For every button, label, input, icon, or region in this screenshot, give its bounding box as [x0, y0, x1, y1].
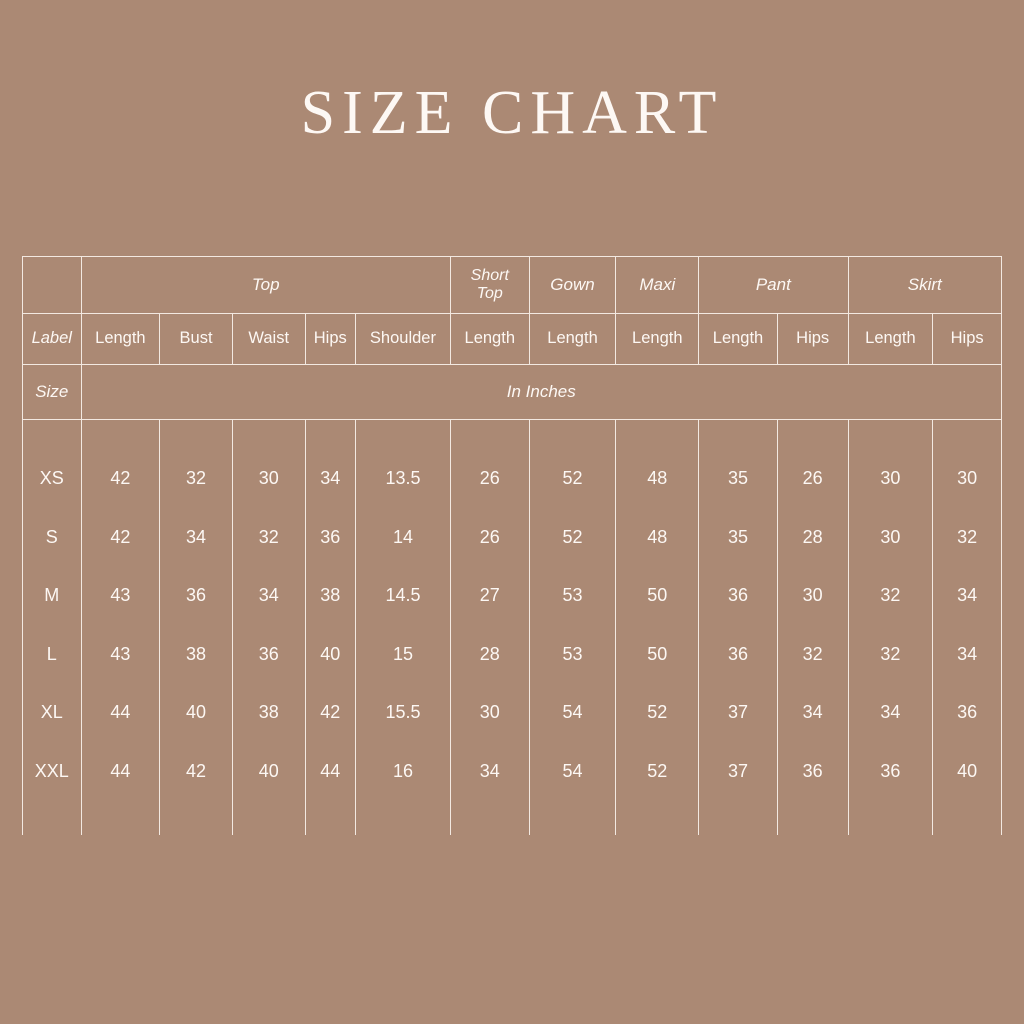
cell-value: 48: [616, 509, 699, 568]
cell-value: 54: [529, 743, 616, 802]
cell-value: 43: [81, 626, 160, 685]
cell-value: 14: [356, 509, 451, 568]
group-row-corner: [23, 257, 82, 314]
cell-value: 13.5: [356, 450, 451, 509]
cell-value: 14.5: [356, 567, 451, 626]
cell-value: 38: [232, 684, 305, 743]
spacer-cell: [777, 801, 848, 835]
header-short-top-length: Length: [450, 314, 529, 365]
cell-value: 32: [848, 567, 933, 626]
cell-value: 30: [848, 509, 933, 568]
row-size-label: L: [23, 626, 82, 685]
table-spacer-top: [23, 420, 1002, 451]
group-header-gown: Gown: [529, 257, 616, 314]
cell-value: 30: [933, 450, 1002, 509]
spacer-cell: [232, 801, 305, 835]
cell-value: 42: [305, 684, 355, 743]
spacer-cell: [81, 801, 160, 835]
header-top-hips: Hips: [305, 314, 355, 365]
cell-value: 27: [450, 567, 529, 626]
units-label: In Inches: [81, 365, 1001, 420]
group-header-skirt: Skirt: [848, 257, 1001, 314]
cell-value: 34: [848, 684, 933, 743]
spacer-cell: [450, 420, 529, 451]
table-row: [23, 626, 1002, 685]
cell-value: 34: [933, 567, 1002, 626]
header-pant-hips: Hips: [777, 314, 848, 365]
cell-value: 37: [699, 743, 778, 802]
cell-value: 15: [356, 626, 451, 685]
page-title: SIZE CHART: [300, 79, 724, 147]
table-row: [23, 743, 1002, 802]
spacer-cell: [160, 801, 233, 835]
cell-value: 38: [305, 567, 355, 626]
header-gown-length: Length: [529, 314, 616, 365]
cell-value: 34: [305, 450, 355, 509]
cell-value: 37: [699, 684, 778, 743]
cell-value: 42: [81, 509, 160, 568]
cell-value: 15.5: [356, 684, 451, 743]
cell-value: 43: [81, 567, 160, 626]
cell-value: 53: [529, 626, 616, 685]
cell-value: 44: [81, 743, 160, 802]
header-top-length: Length: [81, 314, 160, 365]
spacer-cell: [23, 420, 82, 451]
cell-value: 48: [616, 450, 699, 509]
spacer-cell: [699, 801, 778, 835]
cell-value: 40: [305, 626, 355, 685]
spacer-cell: [356, 801, 451, 835]
spacer-cell: [160, 420, 233, 451]
group-header-row: [23, 257, 1002, 314]
cell-value: 32: [232, 509, 305, 568]
table-row: [23, 567, 1002, 626]
row-size-label: M: [23, 567, 82, 626]
cell-value: 52: [616, 684, 699, 743]
spacer-cell: [777, 420, 848, 451]
row-size-label: XL: [23, 684, 82, 743]
spacer-cell: [305, 420, 355, 451]
cell-value: 32: [777, 626, 848, 685]
cell-value: 36: [160, 567, 233, 626]
cell-value: 28: [777, 509, 848, 568]
cell-value: 44: [305, 743, 355, 802]
cell-value: 30: [232, 450, 305, 509]
spacer-cell: [848, 420, 933, 451]
cell-value: 40: [160, 684, 233, 743]
cell-value: 36: [699, 567, 778, 626]
spacer-cell: [616, 801, 699, 835]
spacer-cell: [450, 801, 529, 835]
cell-value: 44: [81, 684, 160, 743]
cell-value: 35: [699, 509, 778, 568]
units-size-label: Size: [23, 365, 82, 420]
cell-value: 36: [305, 509, 355, 568]
cell-value: 42: [160, 743, 233, 802]
cell-value: 36: [777, 743, 848, 802]
row-size-label: XS: [23, 450, 82, 509]
cell-value: 53: [529, 567, 616, 626]
group-header-maxi: Maxi: [616, 257, 699, 314]
header-maxi-length: Length: [616, 314, 699, 365]
cell-value: 34: [450, 743, 529, 802]
header-top-bust: Bust: [160, 314, 233, 365]
cell-value: 34: [777, 684, 848, 743]
cell-value: 40: [933, 743, 1002, 802]
spacer-cell: [933, 420, 1002, 451]
cell-value: 50: [616, 626, 699, 685]
cell-value: 36: [699, 626, 778, 685]
size-chart-table-container: [22, 256, 1002, 835]
table-row: [23, 684, 1002, 743]
table-row: [23, 509, 1002, 568]
column-header-row: [23, 314, 1002, 365]
spacer-cell: [616, 420, 699, 451]
header-skirt-hips: Hips: [933, 314, 1002, 365]
cell-value: 52: [529, 450, 616, 509]
cell-value: 36: [232, 626, 305, 685]
table-row: [23, 450, 1002, 509]
row-size-label: XXL: [23, 743, 82, 802]
cell-value: 36: [933, 684, 1002, 743]
cell-value: 52: [616, 743, 699, 802]
cell-value: 38: [160, 626, 233, 685]
cell-value: 30: [450, 684, 529, 743]
cell-value: 30: [777, 567, 848, 626]
cell-value: 42: [81, 450, 160, 509]
cell-value: 28: [450, 626, 529, 685]
cell-value: 32: [848, 626, 933, 685]
cell-value: 32: [933, 509, 1002, 568]
cell-value: 36: [848, 743, 933, 802]
row-size-label: S: [23, 509, 82, 568]
cell-value: 50: [616, 567, 699, 626]
cell-value: 26: [777, 450, 848, 509]
header-top-waist: Waist: [232, 314, 305, 365]
group-header-short-top: Short Top: [450, 257, 529, 314]
spacer-cell: [81, 420, 160, 451]
group-header-top: Top: [81, 257, 450, 314]
spacer-cell: [529, 420, 616, 451]
cell-value: 40: [232, 743, 305, 802]
table-spacer-bottom: [23, 801, 1002, 835]
spacer-cell: [356, 420, 451, 451]
size-chart-table: [22, 256, 1002, 835]
header-pant-length: Length: [699, 314, 778, 365]
header-skirt-length: Length: [848, 314, 933, 365]
cell-value: 32: [160, 450, 233, 509]
spacer-cell: [933, 801, 1002, 835]
cell-value: 30: [848, 450, 933, 509]
header-top-shoulder: Shoulder: [356, 314, 451, 365]
cell-value: 54: [529, 684, 616, 743]
header-label: Label: [23, 314, 82, 365]
cell-value: 35: [699, 450, 778, 509]
group-header-pant: Pant: [699, 257, 848, 314]
cell-value: 26: [450, 509, 529, 568]
spacer-cell: [23, 801, 82, 835]
cell-value: 26: [450, 450, 529, 509]
cell-value: 34: [933, 626, 1002, 685]
cell-value: 52: [529, 509, 616, 568]
units-row: [23, 365, 1002, 420]
cell-value: 34: [160, 509, 233, 568]
spacer-cell: [699, 420, 778, 451]
spacer-cell: [529, 801, 616, 835]
spacer-cell: [848, 801, 933, 835]
cell-value: 34: [232, 567, 305, 626]
spacer-cell: [305, 801, 355, 835]
cell-value: 16: [356, 743, 451, 802]
spacer-cell: [232, 420, 305, 451]
